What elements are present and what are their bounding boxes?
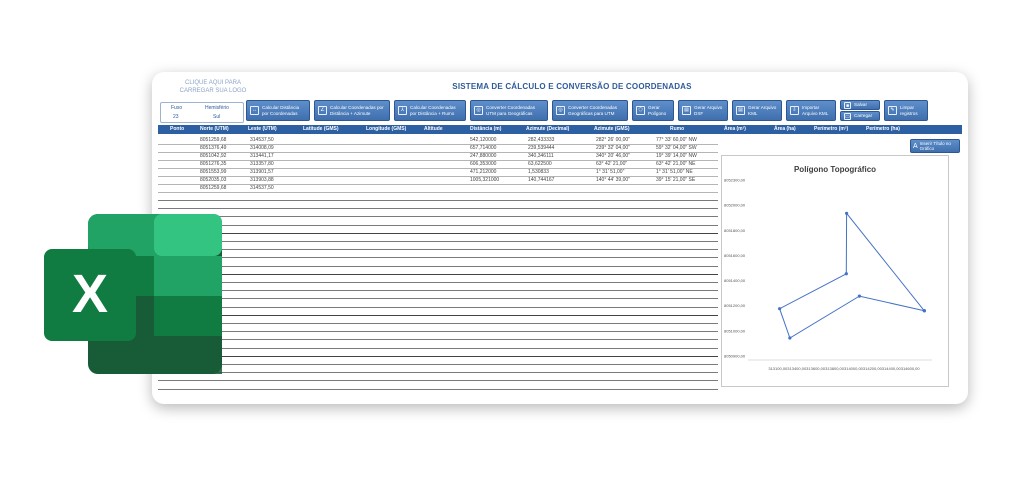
hemisferio-value[interactable]: Sul (213, 114, 221, 120)
x-tick-labels: 313100,00313400,00313600,00313800,00314000,00314200,00314400,00314600,00 (768, 366, 920, 371)
col-header: Área (m²) (724, 126, 746, 132)
geo-to-utm-button[interactable]: ◎ Converter Coordenadas Geográficas para UTM (552, 100, 628, 121)
y-tick-label: 8051800,00 (724, 227, 746, 233)
empty-row-line (158, 233, 718, 234)
excel-icon (44, 214, 224, 374)
polygon-vertex (845, 212, 848, 215)
spreadsheet-window (152, 72, 968, 404)
hemisphere-box (160, 102, 244, 123)
compass-icon: ∠ (318, 106, 327, 115)
col-header: Norte (UTM) (200, 126, 229, 132)
polygon-vertex (858, 294, 861, 297)
angle-icon: ⅄ (398, 106, 407, 115)
utm-to-geo-button[interactable]: ◎ Converter Coordenadas UTM para Geográficas (470, 100, 548, 121)
logo-placeholder[interactable]: CLIQUE AQUI PARA CARREGAR SUA LOGO (179, 80, 247, 94)
table-header (158, 125, 962, 134)
calc-coord-azimuth-button[interactable]: ∠ Calcular Coordenadas por Distância + Azimute (314, 100, 390, 121)
calc-coord-rumo-button[interactable]: ⅄ Calcular Coordenadas por Distância + Rumo (394, 100, 466, 121)
empty-row-line (158, 266, 718, 267)
text-icon: A (913, 142, 918, 150)
empty-row-line (158, 216, 718, 217)
page-title: SISTEMA DE CÁLCULO E CONVERSÃO DE COORDENADAS (452, 82, 692, 91)
calc-distance-button[interactable]: ↔ Calcular Distância por Coordenadas (246, 100, 310, 121)
col-header: Longitude (GMS) (366, 126, 407, 132)
table-row[interactable]: 8051259,68 314537,50 542,120000 282,433333 282° 26' 00,00" 77° 33' 60,00" NW (158, 136, 718, 145)
empty-row-line (158, 298, 718, 299)
y-tick-label: 8051200,00 (724, 303, 746, 309)
table-row[interactable]: 8051259,68 314537,50 (158, 184, 718, 193)
save-icon: ■ (845, 102, 850, 109)
polygon-vertex (845, 272, 848, 275)
col-header: Área (ha) (774, 126, 796, 132)
chart-container (721, 155, 949, 387)
polygon-line (780, 213, 925, 338)
empty-row-line (158, 208, 718, 209)
col-header: Distância (m) (470, 126, 502, 132)
table-row[interactable]: 8052035,03 313903,88 1005,321000 140,744167 140° 44' 39,00" 39° 15' 21,00" SE (158, 176, 718, 185)
empty-row-line (158, 323, 718, 324)
table-row[interactable]: 8051042,92 313441,17 247,880000 340,346111 340° 20' 46,00" 19° 39' 14,00" NW (158, 152, 718, 161)
empty-row-line (158, 249, 718, 250)
col-header: Azimute (GMS) (594, 126, 630, 132)
empty-row-line (158, 356, 718, 357)
y-tick-label: 8051400,00 (724, 278, 746, 284)
empty-row-line (158, 257, 718, 258)
empty-row-line (158, 380, 718, 381)
folder-icon: ▭ (845, 113, 850, 120)
save-button[interactable]: ■ Salvar (840, 100, 880, 110)
y-tick-label: 8050900,00 (724, 353, 746, 359)
generate-polygon-button[interactable]: ⬠ Gerar Polígono (632, 100, 674, 121)
empty-row-line (158, 200, 718, 201)
y-tick-label: 8052000,00 (724, 202, 746, 208)
globe-icon: ◎ (556, 106, 565, 115)
chart-title: Polígono Topográfico (793, 165, 877, 174)
y-tick-label: 8052300,00 (724, 177, 746, 183)
empty-row-line (158, 364, 718, 365)
eraser-icon: ✎ (888, 106, 897, 115)
empty-row-line (158, 241, 718, 242)
empty-row-line (158, 290, 718, 291)
fuso-label: Fuso (171, 105, 183, 111)
import-icon: ⇩ (790, 106, 799, 115)
empty-row-line (158, 315, 718, 316)
polygon-vertex (778, 307, 781, 310)
col-header: Azimute (Decimal) (526, 126, 570, 132)
load-button[interactable]: ▭ Carregar (840, 111, 880, 121)
empty-row-line (158, 339, 718, 340)
col-header: Ponto (170, 126, 185, 132)
empty-row-line (158, 331, 718, 332)
fuso-value[interactable]: 23 (173, 114, 179, 120)
insert-chart-title-button[interactable]: A Inserir Título no Gráfico (910, 139, 960, 153)
table-row[interactable]: 8051553,99 313901,57 471,212000 1,530833 1° 31' 51,00" 1° 31' 51,00" NE (158, 168, 718, 177)
polygon-vertex (788, 336, 791, 339)
file-icon: ▤ (682, 106, 691, 115)
empty-row-line (158, 348, 718, 349)
clear-records-button[interactable]: ✎ Limpar registros (884, 100, 928, 121)
col-header: Rumo (670, 126, 685, 132)
hemisferio-label: Hemisfério (205, 105, 229, 111)
globe-icon: ◎ (474, 106, 483, 115)
empty-row-line (158, 225, 718, 226)
polygon-chart (722, 156, 948, 386)
distance-icon: ↔ (252, 107, 257, 113)
col-header: Latitude (GMS) (303, 126, 339, 132)
import-kml-button[interactable]: ⇩ Importar Arquivo KML (786, 100, 836, 121)
polygon-icon: ⬠ (636, 106, 645, 115)
col-header: Perímetro (m²) (814, 126, 849, 132)
svg-text:X: X (71, 264, 109, 324)
polygon-vertex (923, 309, 926, 312)
generate-dxf-button[interactable]: ▤ Gerar Arquivo DXF (678, 100, 728, 121)
y-tick-label: 8051600,00 (724, 252, 746, 258)
generate-kml-button[interactable]: ▤ Gerar Arquivo KML (732, 100, 782, 121)
y-tick-label: 8051000,00 (724, 328, 746, 334)
empty-row-line (158, 282, 718, 283)
table-row[interactable]: 8051376,49 314008,09 657,714000 239,539444 239° 32' 04,00" 59° 32' 04,00" SW (158, 144, 718, 153)
empty-row-line (158, 372, 718, 373)
empty-row-line (158, 307, 718, 308)
col-header: Perímetro (ha) (866, 126, 900, 132)
empty-row-line (158, 389, 718, 390)
file-icon: ▤ (736, 106, 745, 115)
table-row[interactable]: 8051276,35 313357,80 606,353000 63,622500 63° 42' 21,00" 63° 42' 21,00" NE (158, 160, 718, 169)
col-header: Leste (UTM) (248, 126, 277, 132)
col-header: Altitude (424, 126, 443, 132)
empty-row-line (158, 274, 718, 275)
